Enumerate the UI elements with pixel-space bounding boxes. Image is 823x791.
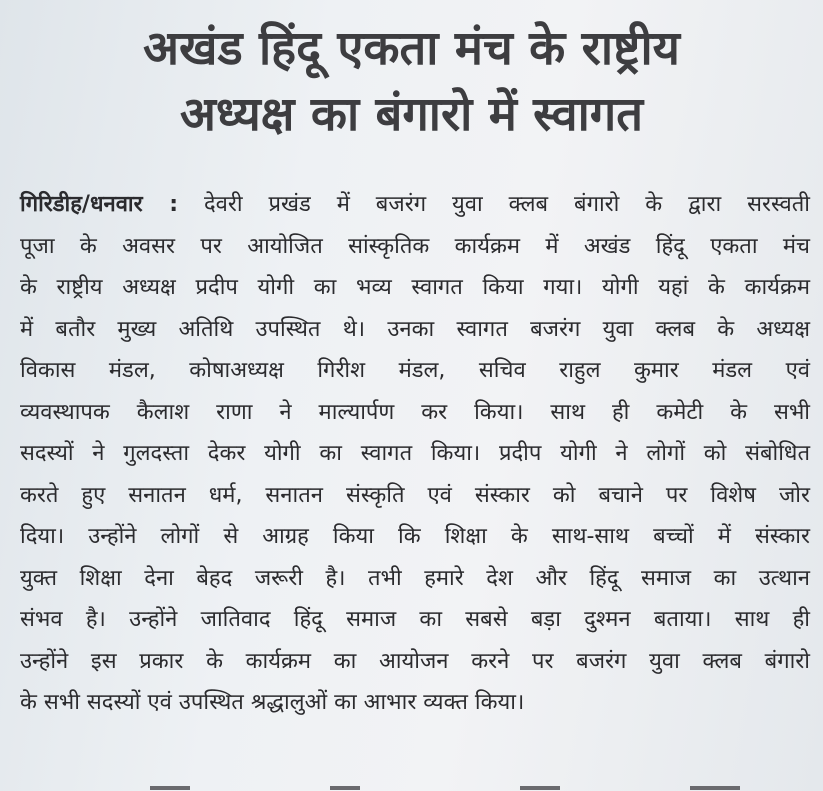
dateline: गिरिडीह/धनवार : — [20, 192, 179, 217]
headline-line: अध्यक्ष का बंगारो में स्वागत — [179, 87, 644, 142]
article-body — [20, 184, 810, 724]
body-line: सदस्यों ने गुलदस्ता देकर योगी का स्वागत किया। प्रदीप योगी ने लोगों को संबोधित — [20, 441, 810, 466]
headline-line: अखंड हिंदू एकता मंच के राष्ट्रीय — [143, 21, 680, 76]
body-line: दिया। उन्होंने लोगों से आग्रह किया कि शिक्षा के साथ-साथ बच्चों में संस्कार — [20, 524, 810, 549]
body-line: विकास मंडल, कोषाअध्यक्ष गिरीश मंडल, सचिव राहुल कुमार मंडल एवं — [20, 358, 810, 383]
body-line: करते हुए सनातन धर्म, सनातन संस्कृति एवं संस्कार को बचाने पर विशेष जोर — [20, 482, 810, 508]
body-line: के सभी सदस्यों एवं उपस्थित श्रद्धालुओं का आभार व्यक्त किया। — [20, 690, 525, 715]
body-line: उन्होंने इस प्रकार के कार्यक्रम का आयोजन करने पर बजरंग युवा क्लब बंगारो — [20, 648, 810, 674]
body-line: में बतौर मुख्य अतिथि उपस्थित थे। उनका स्वागत बजरंग युवा क्लब के अध्यक्ष — [20, 316, 810, 342]
body-line-text: देवरी प्रखंड में बजरंग युवा क्लब बंगारो के द्वारा सरस्वती — [178, 192, 810, 217]
body-line — [20, 184, 810, 226]
body-line: व्यवस्थापक कैलाश राणा ने माल्यार्पण कर किया। साथ ही कमेटी के सभी — [20, 399, 810, 425]
article-headline — [0, 16, 823, 148]
body-line: युक्त शिक्षा देना बेहद जरूरी है। तभी हमारे देश और हिंदू समाज का उत्थान — [20, 565, 810, 591]
body-line: संभव है। उन्होंने जातिवाद हिंदू समाज का सबसे बड़ा दुश्मन बताया। साथ ही — [20, 607, 810, 632]
body-line: के राष्ट्रीय अध्यक्ष प्रदीप योगी का भव्य स्वागत किया गया। योगी यहां के कार्यक्रम — [20, 275, 810, 300]
cropped-next-text-edge — [0, 782, 823, 791]
body-line: पूजा के अवसर पर आयोजित सांस्कृतिक कार्यक्रम में अखंड हिंदू एकता मंच — [20, 233, 810, 259]
